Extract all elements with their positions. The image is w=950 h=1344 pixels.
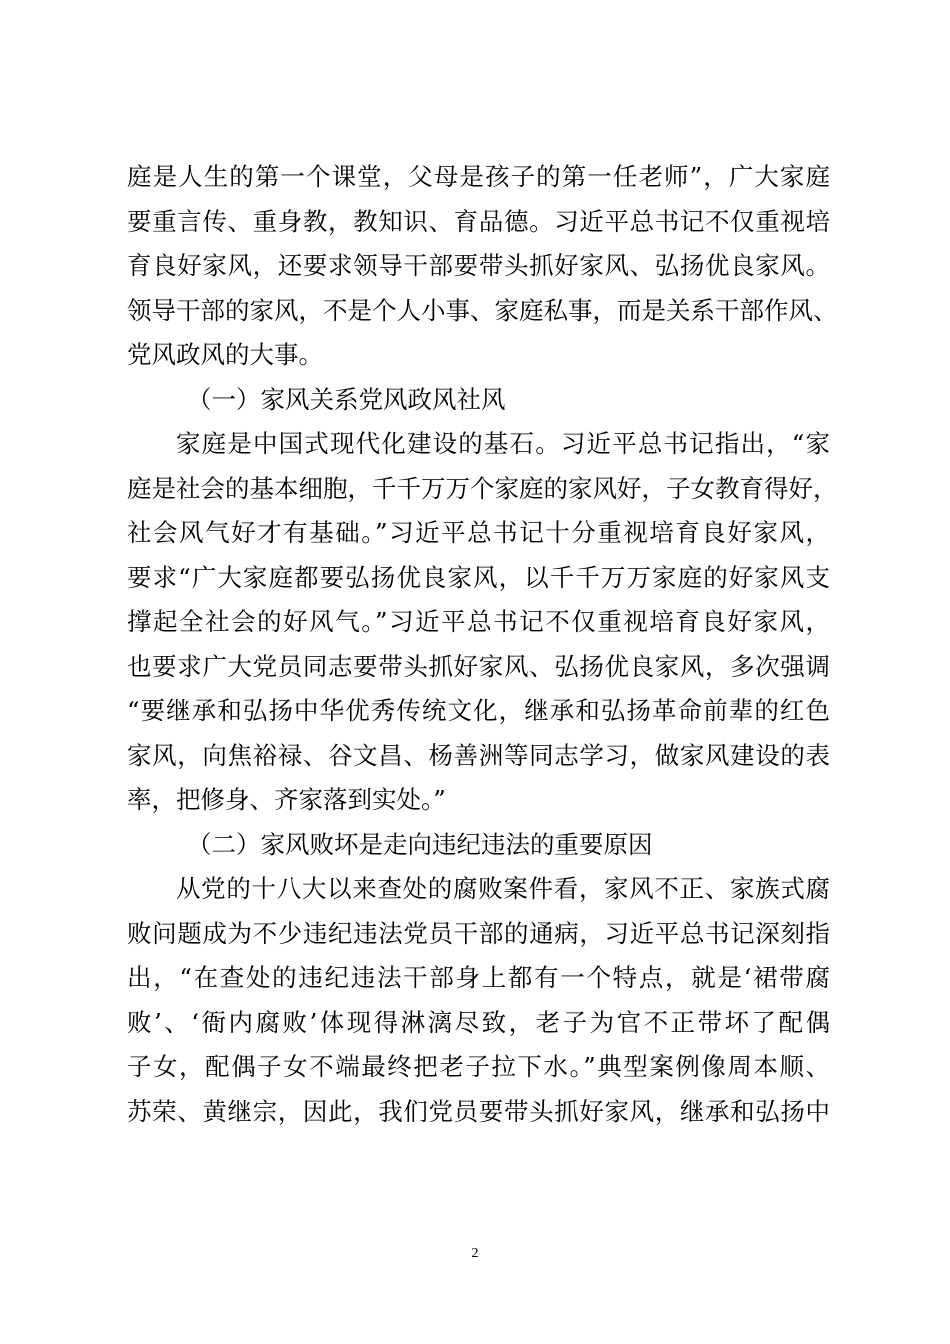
text-line: 社会风气好才有基础。”习近平总书记十分重视培育良好家风， — [127, 518, 830, 547]
text-line: 苏荣、黄继宗，因此，我们党员要带头抓好家风，继承和弘扬中 — [127, 1096, 830, 1126]
text-line: 庭是社会的基本细胞，千千万万个家庭的家风好，子女教育得好， — [127, 473, 838, 503]
text-line: 育良好家风，还要求领导干部要带头抓好家风、弘扬优良家风。 — [127, 251, 830, 280]
text-line: 从党的十八大以来查处的腐败案件看，家风不正、家族式腐 — [176, 874, 830, 903]
page-number: 2 — [471, 1246, 479, 1261]
section-heading-2: （二）家风败坏是走向违纪违法的重要原因 — [187, 829, 653, 859]
text-line: 家风，向焦裕禄、谷文昌、杨善洲等同志学习，做家风建设的表 — [127, 740, 830, 770]
text-line: 出，“在查处的违纪违法干部身上都有一个特点，就是‘裙带腐 — [127, 963, 830, 992]
text-line: 庭是人生的第一个课堂，父母是孩子的第一任老师”，广大家庭 — [127, 162, 830, 191]
text-line: 党风政风的大事。 — [127, 340, 323, 369]
text-line: 家庭是中国式现代化建设的基石。习近平总书记指出，“家 — [176, 429, 830, 458]
text-line: 败’、‘衙内腐败’体现得淋漓尽致，老子为官不正带坏了配偶 — [127, 1007, 830, 1037]
text-line: 败问题成为不少违纪违法党员干部的通病，习近平总书记深刻指 — [127, 918, 830, 948]
text-line: 也要求广大党员同志要带头抓好家风、弘扬优良家风，多次强调 — [127, 651, 830, 681]
section-heading-1: （一）家风关系党风政风社风 — [187, 384, 506, 414]
text-line: 撑起全社会的好风气。”习近平总书记不仅重视培育良好家风， — [127, 607, 830, 636]
body-text — [127, 155, 838, 1134]
text-line: 子女，配偶子女不端最终把老子拉下水。”典型案例像周本顺、 — [127, 1052, 830, 1081]
text-line: 要求“广大家庭都要弘扬优良家风，以千千万万家庭的好家风支 — [127, 562, 830, 592]
text-line: 率，把修身、齐家落到实处。” — [127, 785, 446, 814]
text-line: 领导干部的家风，不是个人小事、家庭私事，而是关系干部作风、 — [127, 295, 838, 325]
text-line: 要重言传、重身教，教知识、育品德。习近平总书记不仅重视培 — [127, 206, 830, 236]
text-line: “要继承和弘扬中华优秀传统文化，继承和弘扬革命前辈的红色 — [127, 696, 830, 725]
